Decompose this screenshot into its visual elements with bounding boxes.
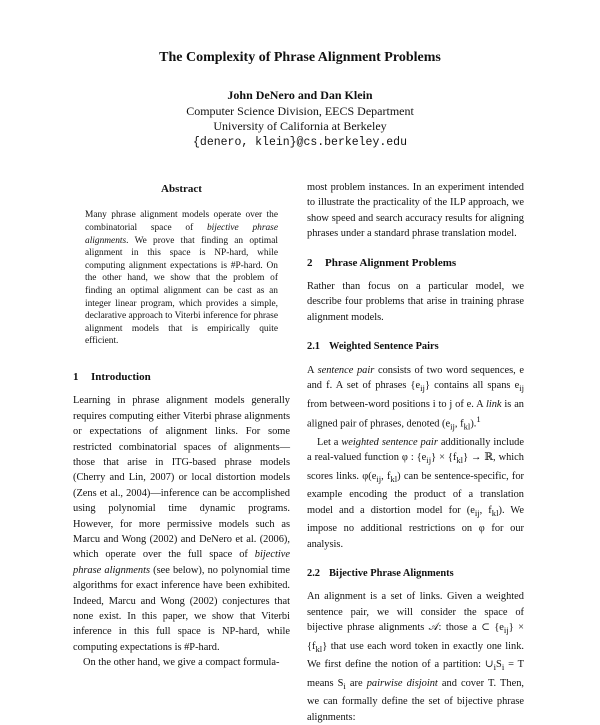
subsection-heading-bijective-phrase-alignments: 2.2 Bijective Phrase Alignments [307,567,454,579]
right-column [307,180,524,725]
intro-paragraph-1: Learning in phrase alignment models generally requires computing either Viterbi phrase alignments or expectations of alignment links. For some restricted combinatorial spaces of alignments—those that arise in ITG-based phrase models (Cherry and Lin, 2007) or local distortion models (Zens et al., 2004)—inference can be accomplished using polynomial time dynamic programs. However, for more permissive models such as Marcu and Wong (2002) and DeNero et al. (2006), which operate over the full space of bijective phrase alignments (see below), no polynomial time algorithms for exact inference have been exhibited. Indeed, Marcu and Wong (2002) conjectures that none exist. In this paper, we show that Viterbi inference in this full space is NP-hard, while computing expectations is #P-hard. [73,395,291,653]
intro-paragraph-2: On the other hand, we give a compact formula- [83,657,280,669]
weighted-pairs-paragraph-1: A sentence pair consists of two word sequences, e and f. A set of phrases $\{e_{ij}\}$ contains all spans $e_{ij}$ from between-word positions i to j of e. A link is an aligned pair of phrases, denoted ($e_{ij}$, $f_{kl}).^1$ [307,364,525,432]
affiliation: Computer Science Division, EECS Department [186,103,414,118]
institution: University of California at Berkeley [213,119,387,133]
section-heading-phrase-alignment-problems: 2 Phrase Alignment Problems [307,256,457,269]
author-block [0,88,600,150]
footnote-marker: 1 [476,413,481,424]
abstract-text: Many phrase alignment models operate over the combinatorial space of bijective phrase alignments. We prove that finding an optimal alignment in this space is NP-hard, while computing alignment expectations is #P-hard. On the other hand, we show that the problem of finding an optimal alignment can be cast as an integer linear program, which provides a simple, declarative approach to Viterbi inference for phrase alignment models that is empirically quite efficient. [85,210,278,347]
author-email: {denero, klein}@cs.berkeley.edu [193,135,407,149]
paper-title: The Complexity of Phrase Alignment Problems [159,50,441,65]
abstract-heading: Abstract [161,183,202,195]
left-column [73,180,290,671]
section2-paragraph: Rather than focus on a particular model, we describe four problems that arise in training phrase alignment models. [307,281,524,323]
author-names: John DeNero and Dan Klein [227,88,373,102]
weighted-pairs-paragraph-2: Let a weighted sentence pair additionally include a real-valued function φ : $\{e_{ij}\} \times \{f_{kl}\}$ → ℝ, which scores links. $\varphi(e_{ij}$, $f_{kl}$) can be sentence-specific, for example encoding the product of a translation model and a distortion model for ($e_{ij}$, $f_{kl}$). We impose no additional restrictions on φ for our analysis. [307,436,525,550]
bijective-alignments-paragraph: An alignment is a set of links. Given a weighted sentence pair, we will consider the space of bijective phrase alignments 𝒜: those a ⊂ $\{e_{ij}\} \times \{f_{kl}\}$ that use each word token in exactly one link. We first define the notion of a partition: $\cup_iS_i = T$ means $S_i$ are pairwise disjoint and cover T. Then, we can formally define the set of bijective phrase alignments: [307,591,525,723]
right-continuation-paragraph: most problem instances. In an experiment intended to illustrate the practicality of the ILP approach, we show speed and search accuracy results for aligning phrases under a standard phrase translation model. [307,182,524,240]
subsection-heading-weighted-sentence-pairs: 2.1 Weighted Sentence Pairs [307,341,439,353]
section-heading-introduction: 1 Introduction [73,370,151,383]
